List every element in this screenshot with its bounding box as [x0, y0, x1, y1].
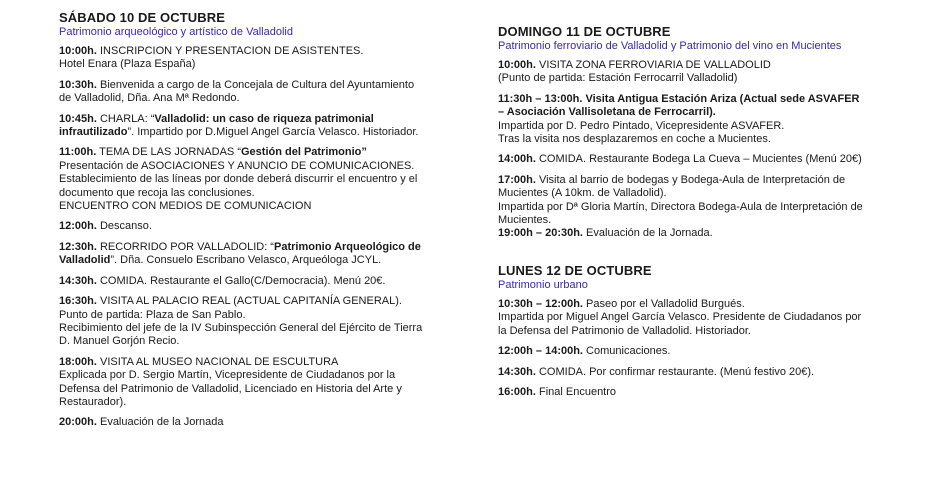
- schedule-entry: [498, 298, 898, 338]
- entry-bold-text: 12:30h.: [59, 240, 97, 253]
- entry-line: [498, 386, 898, 399]
- entry-line: [59, 369, 459, 382]
- entry-line: [59, 383, 459, 396]
- entry-bold-text: Valladolid: [59, 254, 111, 267]
- entry-text: Paseo por el Valladolid Burgués.: [583, 297, 745, 310]
- entry-bold-text: 19:00h – 20:30h.: [498, 227, 583, 240]
- entry-bold-text: 10:00h.: [59, 45, 97, 57]
- entry-text: Tras la visita nos desplazaremos en coche a Mucientes.: [498, 133, 771, 146]
- entries: [498, 298, 898, 399]
- entry-line: [498, 214, 898, 227]
- day-monday: [498, 263, 898, 399]
- entry-bold-text: 14:30h.: [498, 365, 536, 378]
- schedule-entry: [498, 59, 898, 86]
- entry-line: [498, 153, 898, 166]
- schedule-entry: [498, 386, 898, 399]
- schedule-entry: [498, 93, 898, 147]
- entry-text: RECORRIDO POR VALLADOLID: “: [96, 240, 274, 253]
- entry-text: COMIDA. Restaurante el Gallo(C/Democracia). Menú 20€.: [96, 274, 386, 287]
- entry-bold-text: 16:00h.: [498, 385, 536, 398]
- entry-text: Defensa del Patrimonio de Valladolid, Licenciado en Historia del Arte y: [59, 382, 402, 395]
- entry-line: [498, 227, 898, 240]
- entry-line: [59, 200, 459, 213]
- entry-text: Establecimiento de las líneas por donde deberá discurrir el encuentro y el: [59, 173, 418, 186]
- entry-text: Impartida por D. Pedro Pintado, Vicepresidente ASVAFER.: [498, 119, 785, 132]
- day-subtitle: Patrimonio arqueológico y artístico de Valladolid: [59, 26, 293, 38]
- saturday-column: [59, 10, 459, 444]
- entry-text: Comunicaciones.: [583, 345, 671, 358]
- day-sunday: [498, 24, 898, 241]
- schedule-entry: [59, 113, 459, 140]
- schedule-entry: [59, 275, 459, 288]
- entry-bold-text: 18:00h.: [59, 355, 97, 368]
- entry-line: [59, 160, 459, 173]
- entry-line: [498, 133, 898, 146]
- schedule-entry: [498, 174, 898, 241]
- entry-line: [59, 309, 459, 322]
- entry-line: [59, 92, 459, 105]
- entry-text: Bienvenida a cargo de la Concejala de Cultura del Ayuntamiento: [96, 78, 415, 91]
- entry-bold-text: Patrimonio Arqueológico de: [273, 240, 421, 253]
- entry-bold-text: 14:30h.: [59, 274, 97, 287]
- entry-line: [498, 106, 898, 119]
- entry-text: ”. Impartido por D.Miguel Angel García Velasco. Historiador.: [127, 126, 419, 139]
- entry-bold-text: 12:00h – 14:00h.: [498, 345, 583, 358]
- entries: [498, 59, 898, 241]
- entry-text: Recibimiento del jefe de la IV Subinspección General del Ejército de Tierra: [59, 321, 423, 334]
- entry-line: [59, 416, 459, 429]
- schedule-entry: [59, 79, 459, 106]
- entry-bold-text: 14:00h.: [498, 153, 536, 166]
- entry-bold-text: 10:45h.: [59, 112, 97, 125]
- entry-line: [59, 396, 459, 409]
- entry-text: la Defensa del Patrimonio de Valladolid. Historiador.: [498, 324, 751, 337]
- entry-text: INSCRIPCION Y PRESENTACION DE ASISTENTES.: [96, 45, 364, 57]
- entry-text: (Punto de partida: Estación Ferrocarril Valladolid): [498, 72, 738, 85]
- entry-text: VISITA ZONA FERROVIARIA DE VALLADOLID: [535, 59, 771, 71]
- entry-line: [498, 72, 898, 85]
- entry-line: [498, 174, 898, 187]
- entry-text: ”. Dña. Consuelo Escribano Velasco, Arqueóloga JCYL.: [110, 254, 382, 267]
- entry-text: Final Encuentro: [535, 385, 617, 398]
- entry-line: [59, 356, 459, 369]
- entry-text: Mucientes (A 10km. de Valladolid).: [498, 187, 667, 200]
- day-subtitle: Patrimonio ferroviario de Valladolid y Patrimonio del vino en Mucientes: [498, 40, 842, 52]
- day-title: SÁBADO 10 DE OCTUBRE: [59, 10, 225, 25]
- entry-text: Explicada por D. Sergio Martín, Vicepresidente de Ciudadanos por la: [59, 369, 396, 382]
- entry-text: VISITA AL PALACIO REAL (ACTUAL CAPITANÍA GENERAL).: [96, 295, 402, 308]
- entry-line: [59, 113, 459, 126]
- day-title: LUNES 12 DE OCTUBRE: [498, 262, 652, 278]
- entry-bold-text: 17:00h.: [498, 173, 536, 186]
- entry-bold-text: 12:00h.: [59, 220, 97, 233]
- schedule-entry: [498, 366, 898, 379]
- entry-bold-text: 10:30h – 12:00h.: [498, 297, 583, 310]
- entry-line: [59, 275, 459, 288]
- entry-line: [59, 45, 459, 58]
- entry-line: [59, 187, 459, 200]
- entry-text: Hotel Enara (Plaza España): [59, 58, 196, 71]
- entry-bold-text: 16:30h.: [59, 295, 97, 308]
- entry-text: Evaluación de la Jornada.: [583, 227, 713, 240]
- entry-line: [59, 126, 459, 139]
- entry-text: VISITA AL MUSEO NACIONAL DE ESCULTURA: [96, 355, 339, 368]
- entry-text: Evaluación de la Jornada: [96, 416, 224, 429]
- entry-text: Impartida por Dª Gloria Martín, Directora Bodega-Aula de Interpretación de: [498, 200, 863, 213]
- entry-line: [59, 79, 459, 92]
- schedule-entry: [59, 45, 459, 72]
- entry-text: documento que recoja las conclusiones.: [59, 186, 255, 199]
- entry-text: Impartida por Miguel Angel García Velasco. Presidente de Ciudadanos por: [498, 311, 862, 324]
- entry-text: de Valladolid, Dña. Ana Mª Redondo.: [59, 92, 240, 105]
- day-title: DOMINGO 11 DE OCTUBRE: [498, 24, 671, 39]
- entry-text: CHARLA: “: [96, 112, 155, 125]
- entry-text: Visita al barrio de bodegas y Bodega-Aula de Interpretación de: [535, 173, 846, 186]
- entry-line: [498, 59, 898, 72]
- entry-text: Presentación de ASOCIACIONES Y ANUNCIO DE COMUNICACIONES.: [59, 159, 415, 172]
- day-saturday: [59, 10, 459, 430]
- entry-line: [59, 295, 459, 308]
- entry-text: Punto de partida: Plaza de San Pablo.: [59, 308, 246, 321]
- entry-text: Restaurador).: [59, 395, 127, 408]
- schedule-entry: [498, 345, 898, 358]
- entry-line: [59, 335, 459, 348]
- entry-text: ENCUENTRO CON MEDIOS DE COMUNICACION: [59, 200, 312, 213]
- entry-line: [498, 345, 898, 358]
- schedule-entry: [59, 220, 459, 233]
- entry-bold-text: infrautilizado: [59, 126, 128, 139]
- entry-text: COMIDA. Restaurante Bodega La Cueva – Mucientes (Menú 20€): [535, 153, 862, 166]
- entry-bold-text: 10:30h.: [59, 78, 97, 91]
- entry-line: [498, 120, 898, 133]
- entry-line: [498, 201, 898, 214]
- schedule-entry: [498, 153, 898, 166]
- entries: [59, 45, 459, 430]
- schedule-entry: [59, 146, 459, 213]
- entry-line: [498, 311, 898, 324]
- schedule-entry: [59, 416, 459, 429]
- entry-line: [498, 325, 898, 338]
- entry-line: [59, 146, 459, 159]
- entry-text: COMIDA. Por confirmar restaurante. (Menú festivo 20€).: [535, 365, 815, 378]
- entry-text: Mucientes.: [498, 214, 552, 227]
- entry-bold-text: Gestión del Patrimonio”: [240, 146, 367, 159]
- entry-line: [59, 58, 459, 71]
- entry-text: Descanso.: [96, 220, 152, 233]
- entry-bold-text: 11:00h.: [59, 146, 97, 159]
- entry-line: [498, 93, 898, 106]
- entry-line: [59, 254, 459, 267]
- entry-text: D. Manuel Gorjón Recio.: [59, 335, 180, 348]
- schedule-entry: [59, 295, 459, 349]
- sunday-monday-column: [498, 24, 898, 413]
- entry-line: [59, 241, 459, 254]
- entry-bold-text: Valladolid: un caso de riqueza patrimonial: [154, 112, 374, 125]
- entry-line: [498, 298, 898, 311]
- entry-line: [498, 366, 898, 379]
- entry-bold-text: 10:00h.: [498, 59, 536, 71]
- entry-bold-text: 20:00h.: [59, 416, 97, 429]
- entry-bold-text: 11:30h – 13:00h. Visita Antigua Estación Ariza (Actual sede ASVAFER: [498, 92, 860, 105]
- entry-text: TEMA DE LAS JORNADAS “: [96, 146, 241, 159]
- entry-line: [498, 187, 898, 200]
- entry-line: [59, 322, 459, 335]
- schedule-entry: [59, 241, 459, 268]
- schedule-entry: [59, 356, 459, 410]
- day-subtitle: Patrimonio urbano: [498, 278, 588, 291]
- entry-line: [59, 173, 459, 186]
- entry-line: [59, 220, 459, 233]
- entry-bold-text: – Asociación Vallisoletana de Ferrocarril).: [498, 106, 716, 119]
